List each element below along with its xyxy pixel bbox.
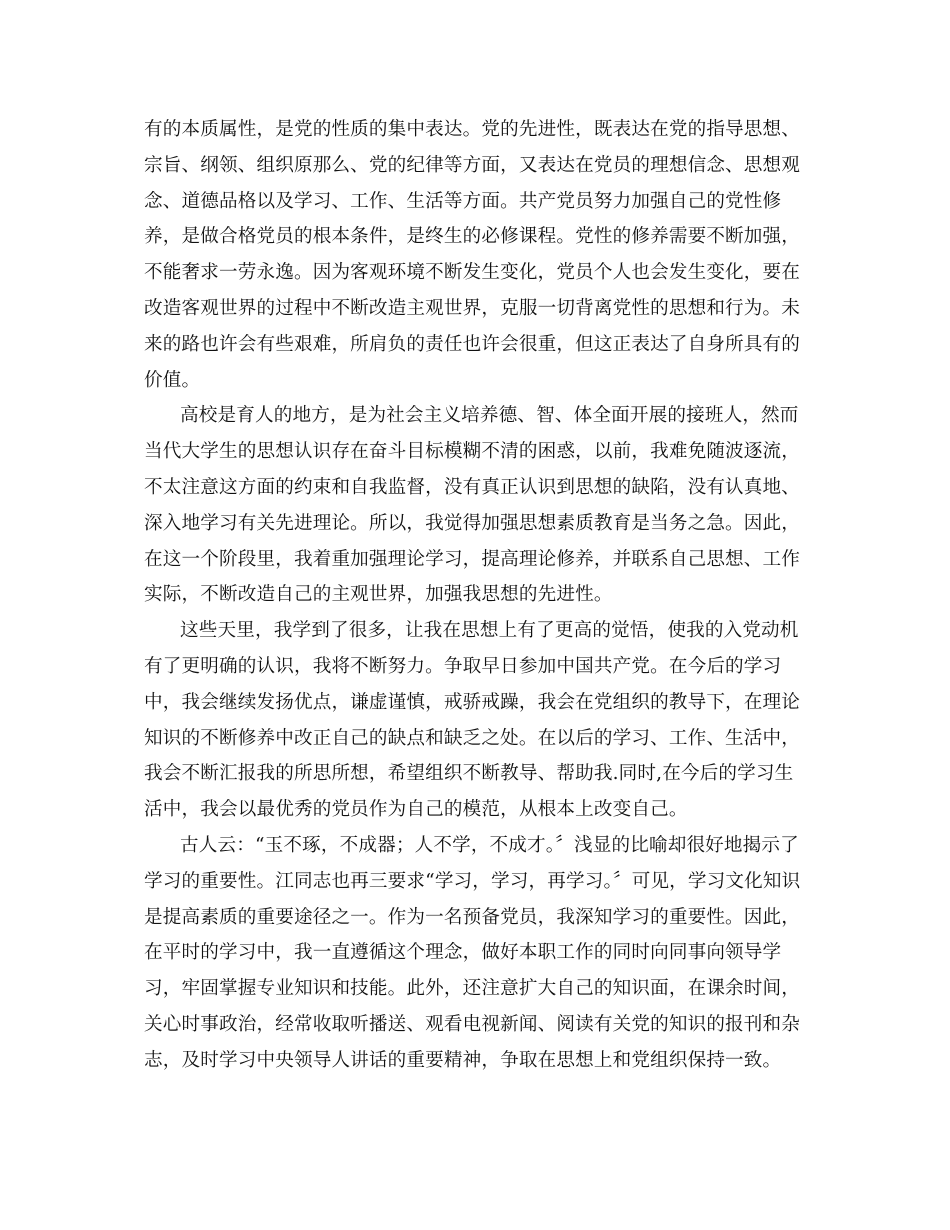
text-line: 深入地学习有关先进理论。所以，我觉得加强思想素质教育是当务之急。因此， (144, 512, 801, 534)
paragraph (144, 112, 814, 398)
text-line: 学习的重要性。江同志也再三要求“学习，学习，再学习。〞可见，学习文化知识 (144, 870, 801, 892)
text-line: 是提高素质的重要途径之一。作为一名预备党员，我深知学习的重要性。因此， (144, 906, 801, 928)
text-line: 改造客观世界的过程中不断改造主观世界，克服一切背离党性的思想和行为。未 (144, 297, 801, 319)
text-line: 古人云：“玉不琢，不成器；人不学，不成才。〞浅显的比喻却很好地揭示了 (180, 834, 799, 856)
text-line: 有了更明确的认识，我将不断努力。争取早日参加中国共产党。在今后的学习 (144, 655, 782, 677)
text-line: 价值。 (144, 369, 201, 391)
text-line: 这些天里，我学到了很多，让我在思想上有了更高的觉悟，使我的入党动机 (180, 620, 799, 642)
text-line: 习，牢固掌握专业知识和技能。此外，还注意扩大自己的知识面，在课余时间， (144, 978, 801, 1000)
text-line: 中，我会继续发扬优点，谦虚谨慎，戒骄戒躁，我会在党组织的教导下，在理论 (144, 691, 801, 713)
text-line: 高校是育人的地方，是为社会主义培养德、智、体全面开展的接班人，然而 (180, 405, 799, 427)
text-line: 实际，不断改造自己的主观世界，加强我思想的先进性。 (144, 584, 613, 606)
text-line: 有的本质属性，是党的性质的集中表达。党的先进性，既表达在党的指导思想、 (144, 119, 801, 140)
paragraph (144, 613, 814, 828)
paragraph (144, 398, 814, 613)
text-line: 养，是做合格党员的根本条件，是终生的必修课程。党性的修养需要不断加强， (144, 226, 801, 248)
text-line: 来的路也许会有些艰难，所肩负的责任也许会很重，但这正表达了自身所具有的 (144, 333, 801, 355)
text-line: 活中，我会以最优秀的党员作为自己的模范，从根本上改变自己。 (144, 799, 688, 821)
text-line: 知识的不断修养中改正自己的缺点和缺乏之处。在以后的学习、工作、生活中， (144, 727, 801, 749)
paragraph (144, 828, 814, 1079)
document-body (144, 112, 814, 1079)
text-line: 志，及时学习中央领导人讲话的重要精神，争取在思想上和党组织保持一致。 (144, 1049, 782, 1071)
text-line: 不能奢求一劳永逸。因为客观环境不断发生变化，党员个人也会发生变化，要在 (144, 262, 801, 284)
text-line: 不太注意这方面的约束和自我监督，没有真正认识到思想的缺陷，没有认真地、 (144, 476, 801, 498)
text-line: 宗旨、纲领、组织原那么、党的纪律等方面，又表达在党员的理想信念、思想观 (144, 154, 801, 176)
text-line: 在这一个阶段里，我着重加强理论学习，提高理论修养，并联系自己思想、工作 (144, 548, 801, 570)
text-line: 念、道德品格以及学习、工作、生活等方面。共产党员努力加强自己的党性修 (144, 190, 782, 212)
text-line: 在平时的学习中，我一直遵循这个理念，做好本职工作的同时向同事向领导学 (144, 942, 782, 964)
text-line: 关心时事政治，经常收取听播送、观看电视新闻、阅读有关党的知识的报刊和杂 (144, 1013, 801, 1035)
text-line: 我会不断汇报我的所思所想，希望组织不断教导、帮助我.同时,在今后的学习生 (144, 763, 794, 785)
text-line: 当代大学生的思想认识存在奋斗目标模糊不清的困惑，以前，我难免随波逐流， (144, 441, 801, 463)
